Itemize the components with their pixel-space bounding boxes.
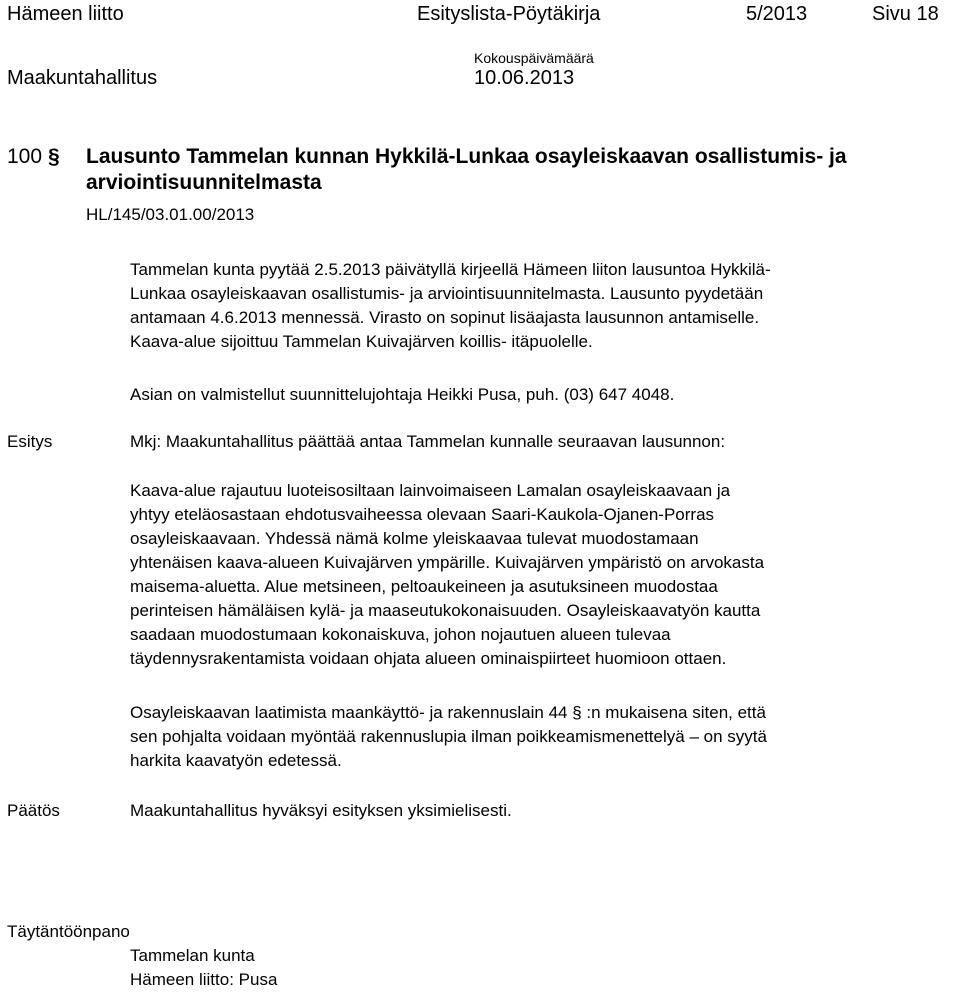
file-reference: HL/145/03.01.00/2013: [86, 205, 255, 224]
section-symbol: §: [48, 145, 60, 168]
meeting-date-label: Kokouspäivämäärä: [474, 50, 594, 66]
item-title-line: Lausunto Tammelan kunnan Hykkilä-Lunkaa osayleiskaavan osallistumis- ja: [86, 145, 847, 168]
execution-label: Täytäntöönpano: [7, 922, 130, 941]
preparer-note: Asian on valmistellut suunnittelujohtaja Heikki Pusa, puh. (03) 647 4048.: [130, 385, 675, 404]
governing-body: Maakuntahallitus: [7, 67, 158, 89]
meeting-date: 10.06.2013: [474, 67, 575, 89]
item-title: [86, 144, 847, 196]
recipient: Tammelan kunta: [130, 946, 255, 965]
intro-line: Lunkaa osayleiskaavan osallistumis- ja arviointisuunnitelmasta. Lausunto pyydetään: [130, 284, 764, 303]
statement-line: perinteisen hämäläisen kylä- ja maaseutukokonaisuuden. Osayleiskaavatyön kautta: [130, 601, 761, 620]
document-type: Esityslista-Pöytäkirja: [417, 3, 601, 25]
statement-line: maisema-aluetta. Alue metsineen, peltoaukeineen ja asutuksineen muodostaa: [130, 577, 718, 596]
intro-line: antamaan 4.6.2013 mennessä. Virasto on sopinut lisäajasta lausunnon antamiselle.: [130, 308, 760, 327]
statement-line: yhtenäisen kaava-alueen Kuivajärven ympärille. Kuivajärven ympäristö on arvokasta: [130, 553, 765, 572]
item-title-line: arviointisuunnitelmasta: [86, 171, 322, 194]
intro-line: Kaava-alue sijoittuu Tammelan Kuivajärven koillis- itäpuolelle.: [130, 332, 593, 351]
statement-line: täydennysrakentamista voidaan ohjata alueen ominaispiirteet huomioon ottaen.: [130, 649, 727, 668]
statement-paragraph-2: [130, 701, 767, 773]
proposal-label: Esitys: [7, 432, 53, 451]
statement-line: saadaan muodostumaan kokonaiskuva, johon nojautuen alueen tulevaa: [130, 625, 671, 644]
item-number: 100: [7, 145, 43, 168]
decision-text: Maakuntahallitus hyväksyi esityksen yksimielisesti.: [130, 801, 512, 820]
decision-label: Päätös: [7, 801, 60, 820]
statement-line: Kaava-alue rajautuu luoteisosiltaan lainvoimaiseen Lamalan osayleiskaavaan ja: [130, 481, 731, 500]
statement-line: harkita kaavatyön edetessä.: [130, 751, 342, 770]
recipient: Hämeen liitto: Pusa: [130, 970, 278, 989]
statement-line: Osayleiskaavan laatimista maankäyttö- ja rakennuslain 44 § :n mukaisena siten, että: [130, 703, 766, 722]
statement-line: yhtyy eteläosastaan ehdotusvaiheessa olevaan Saari-Kaukola-Ojanen-Porras: [130, 505, 715, 524]
proposal-lead: Mkj: Maakuntahallitus päättää antaa Tammelan kunnalle seuraavan lausunnon:: [130, 432, 726, 451]
execution-recipients: [130, 944, 277, 992]
organization-name: Hämeen liitto: [7, 3, 124, 25]
statement-paragraph-1: [130, 479, 764, 671]
intro-line: Tammelan kunta pyytää 2.5.2013 päivätyllä kirjeellä Hämeen liiton lausuntoa Hykkilä-: [130, 260, 771, 279]
statement-line: sen pohjalta voidaan myöntää rakennuslupia ilman poikkeamismenettelyä – on syytä: [130, 727, 767, 746]
intro-paragraph: [130, 258, 771, 354]
statement-line: osayleiskaavaan. Yhdessä nämä kolme yleiskaavaa tulevat muodostamaan: [130, 529, 699, 548]
page-number: Sivu 18: [872, 3, 939, 25]
issue-number: 5/2013: [746, 3, 808, 25]
